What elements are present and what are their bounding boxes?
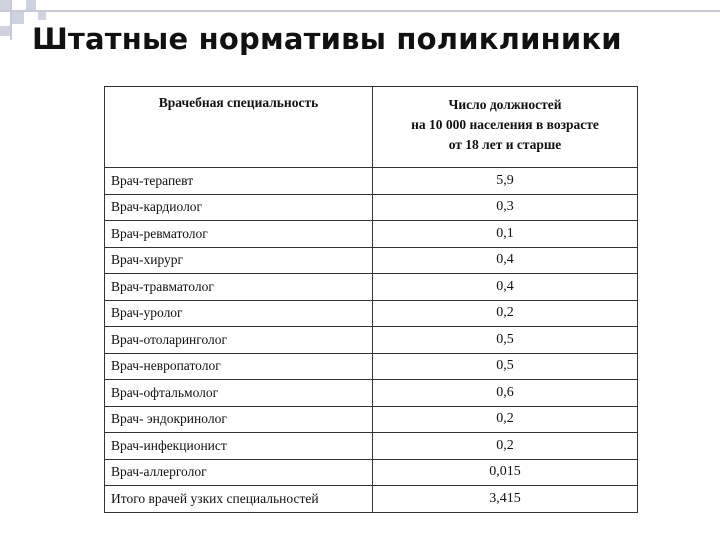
specialty-cell: Врач-невропатолог xyxy=(105,353,373,380)
table-row xyxy=(105,327,638,354)
value-cell: 0,4 xyxy=(373,274,638,301)
specialty-cell: Врач-кардиолог xyxy=(105,194,373,221)
table-row xyxy=(105,168,638,195)
specialty-cell: Итого врачей узких специальностей xyxy=(105,486,373,513)
value-cell: 0,4 xyxy=(373,247,638,274)
table-row xyxy=(105,406,638,433)
specialty-cell: Врач- эндокринолог xyxy=(105,406,373,433)
staffing-norms-table xyxy=(104,86,638,513)
table-row xyxy=(105,221,638,248)
specialty-cell: Врач-инфекционист xyxy=(105,433,373,460)
value-cell: 5,9 xyxy=(373,168,638,195)
table-row xyxy=(105,300,638,327)
specialty-cell: Врач-хирург xyxy=(105,247,373,274)
value-cell: 0,6 xyxy=(373,380,638,407)
table-row xyxy=(105,247,638,274)
value-cell: 0,2 xyxy=(373,300,638,327)
column-header-specialty: Врачебная специальность xyxy=(105,87,373,168)
specialty-cell: Врач-отоларинголог xyxy=(105,327,373,354)
column-header-positions-line: от 18 лет и старше xyxy=(448,137,562,152)
table-row xyxy=(105,353,638,380)
specialty-cell: Врач-ревматолог xyxy=(105,221,373,248)
value-cell: 0,2 xyxy=(373,406,638,433)
value-cell: 0,3 xyxy=(373,194,638,221)
value-cell: 0,1 xyxy=(373,221,638,248)
table-row xyxy=(105,194,638,221)
page-title: Штатные нормативы поликлиники xyxy=(32,22,622,56)
value-cell: 0,5 xyxy=(373,327,638,354)
specialty-cell: Врач-аллерголог xyxy=(105,459,373,486)
specialty-cell: Врач-уролог xyxy=(105,300,373,327)
table-row xyxy=(105,274,638,301)
table-row xyxy=(105,459,638,486)
column-header-positions xyxy=(373,87,638,168)
table-row xyxy=(105,380,638,407)
specialty-cell: Врач-травматолог xyxy=(105,274,373,301)
value-cell: 0,015 xyxy=(373,459,638,486)
column-header-positions-line: Число должностей xyxy=(448,97,562,112)
table-row xyxy=(105,433,638,460)
table-header-row xyxy=(105,87,638,168)
table-total-row xyxy=(105,486,638,513)
value-cell: 3,415 xyxy=(373,486,638,513)
column-header-positions-line: на 10 000 населения в возрасте xyxy=(411,117,599,132)
value-cell: 0,2 xyxy=(373,433,638,460)
value-cell: 0,5 xyxy=(373,353,638,380)
specialty-cell: Врач-офтальмолог xyxy=(105,380,373,407)
specialty-cell: Врач-терапевт xyxy=(105,168,373,195)
